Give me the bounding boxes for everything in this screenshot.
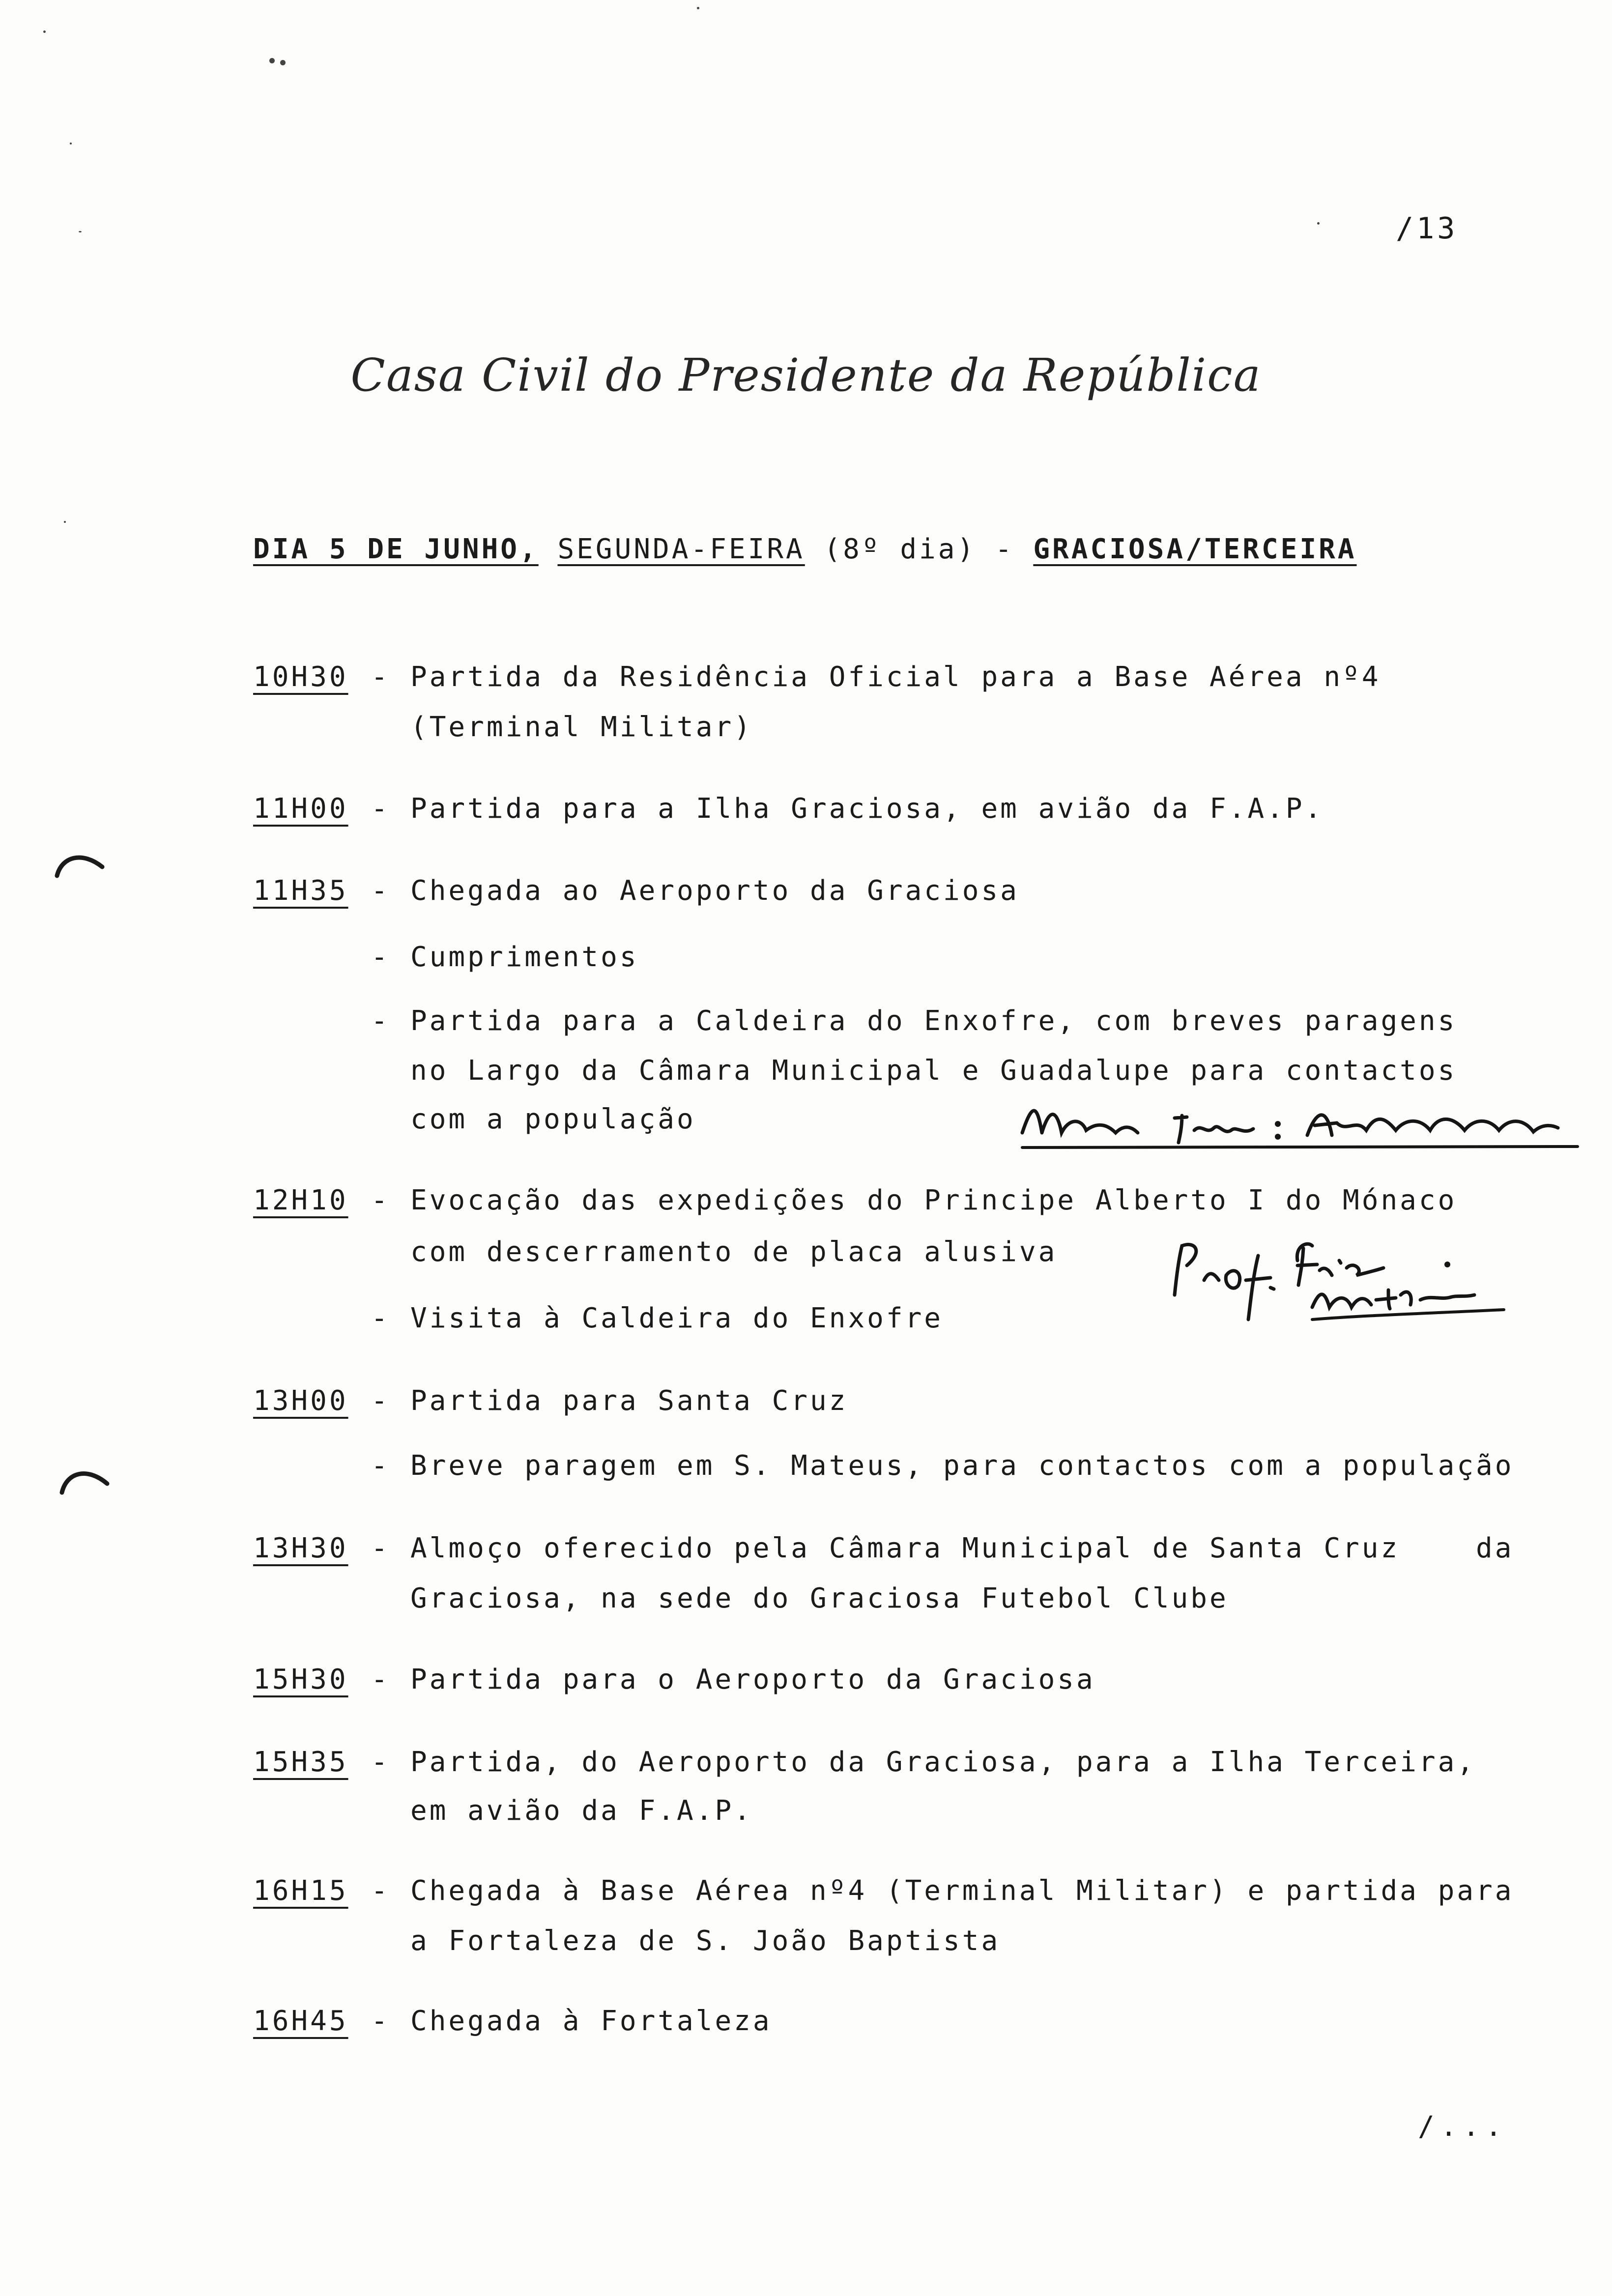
entry-text: a Fortaleza de S. João Baptista xyxy=(410,1925,1001,1957)
entry-dash: - xyxy=(371,1184,388,1216)
scan-speck xyxy=(697,7,699,9)
entry-time: 13H00 xyxy=(253,1385,348,1417)
scan-speck xyxy=(79,231,82,232)
entry-dash: - xyxy=(371,1005,388,1037)
heading-weekday: SEGUNDA-FEIRA xyxy=(557,533,805,565)
heading-day-count: (8º dia) xyxy=(824,533,977,565)
handwritten-note-prof-frias-martins xyxy=(1165,1226,1509,1339)
scan-speck xyxy=(280,60,286,65)
heading-day: DIA 5 DE JUNHO, xyxy=(253,533,539,565)
entry-text: em avião da F.A.P. xyxy=(410,1795,753,1827)
entry-time: 12H10 xyxy=(253,1184,348,1216)
page-number: /13 xyxy=(1396,211,1458,246)
entry-time: 11H35 xyxy=(253,875,348,907)
entry-text: Breve paragem em S. Mateus, para contactos com a população xyxy=(410,1450,1514,1482)
entry-text: com descerramento de placa alusiva xyxy=(410,1236,1058,1268)
entry-text: no Largo da Câmara Municipal e Guadalupe para contactos xyxy=(410,1055,1457,1087)
entry-time: 10H30 xyxy=(253,661,348,693)
heading-route: GRACIOSA/TERCEIRA xyxy=(1033,533,1357,565)
binder-hole-mark xyxy=(58,1462,112,1496)
entry-text: Chegada à Fortaleza xyxy=(410,2005,772,2037)
letterhead: Casa Civil do Presidente da República xyxy=(350,349,1262,402)
entry-dash: - xyxy=(371,661,388,693)
entry-time: 13H30 xyxy=(253,1532,348,1564)
entry-text: Partida para Santa Cruz xyxy=(410,1385,848,1417)
entry-time: 16H15 xyxy=(253,1875,348,1907)
entry-text: Cumprimentos xyxy=(410,941,639,973)
entry-text: Partida para a Ilha Graciosa, em avião da F.A.P. xyxy=(410,793,1324,825)
entry-text: Visita à Caldeira do Enxofre xyxy=(410,1302,944,1334)
scan-speck xyxy=(1317,222,1320,225)
entry-dash: - xyxy=(371,875,388,907)
entry-text: com a população xyxy=(410,1103,696,1135)
entry-dash: - xyxy=(371,941,388,973)
continuation-mark: /... xyxy=(1418,2111,1508,2143)
day-heading xyxy=(253,533,1357,565)
entry-time: 16H45 xyxy=(253,2005,348,2037)
entry-time: 15H30 xyxy=(253,1664,348,1695)
handwritten-note-musica-tipica xyxy=(1012,1089,1583,1157)
entry-dash: - xyxy=(371,1875,388,1907)
entry-dash: - xyxy=(371,1664,388,1695)
entry-dash: - xyxy=(371,1385,388,1417)
scan-speck xyxy=(64,521,66,523)
entry-text: (Terminal Militar) xyxy=(410,711,753,743)
entry-dash: - xyxy=(371,1302,388,1334)
entry-text: Partida da Residência Oficial para a Base Aérea nº4 xyxy=(410,661,1381,693)
entry-text: Graciosa, na sede do Graciosa Futebol Clube xyxy=(410,1582,1229,1614)
scan-speck xyxy=(70,143,72,144)
entry-text: Almoço oferecido pela Câmara Municipal de Santa Cruz da xyxy=(410,1532,1514,1564)
entry-time: 11H00 xyxy=(253,793,348,825)
entry-text: Chegada ao Aeroporto da Graciosa xyxy=(410,875,1019,907)
entry-dash: - xyxy=(371,1746,388,1778)
entry-text: Partida para a Caldeira do Enxofre, com breves paragens xyxy=(410,1005,1457,1037)
entry-time: 15H35 xyxy=(253,1746,348,1778)
binder-hole-mark xyxy=(53,846,107,881)
scan-speck xyxy=(269,58,275,63)
entry-text: Partida para o Aeroporto da Graciosa xyxy=(410,1664,1095,1695)
entry-dash: - xyxy=(371,793,388,825)
entry-dash: - xyxy=(371,1532,388,1564)
entry-text: Chegada à Base Aérea nº4 (Terminal Militar) e partida para xyxy=(410,1875,1514,1907)
scan-speck xyxy=(43,30,46,33)
entry-text: Partida, do Aeroporto da Graciosa, para a Ilha Terceira, xyxy=(410,1746,1476,1778)
heading-dash: - xyxy=(995,533,1014,565)
entry-dash: - xyxy=(371,1450,388,1482)
entry-dash: - xyxy=(371,2005,388,2037)
entry-text: Evocação das expedições do Principe Alberto I do Mónaco xyxy=(410,1184,1457,1216)
